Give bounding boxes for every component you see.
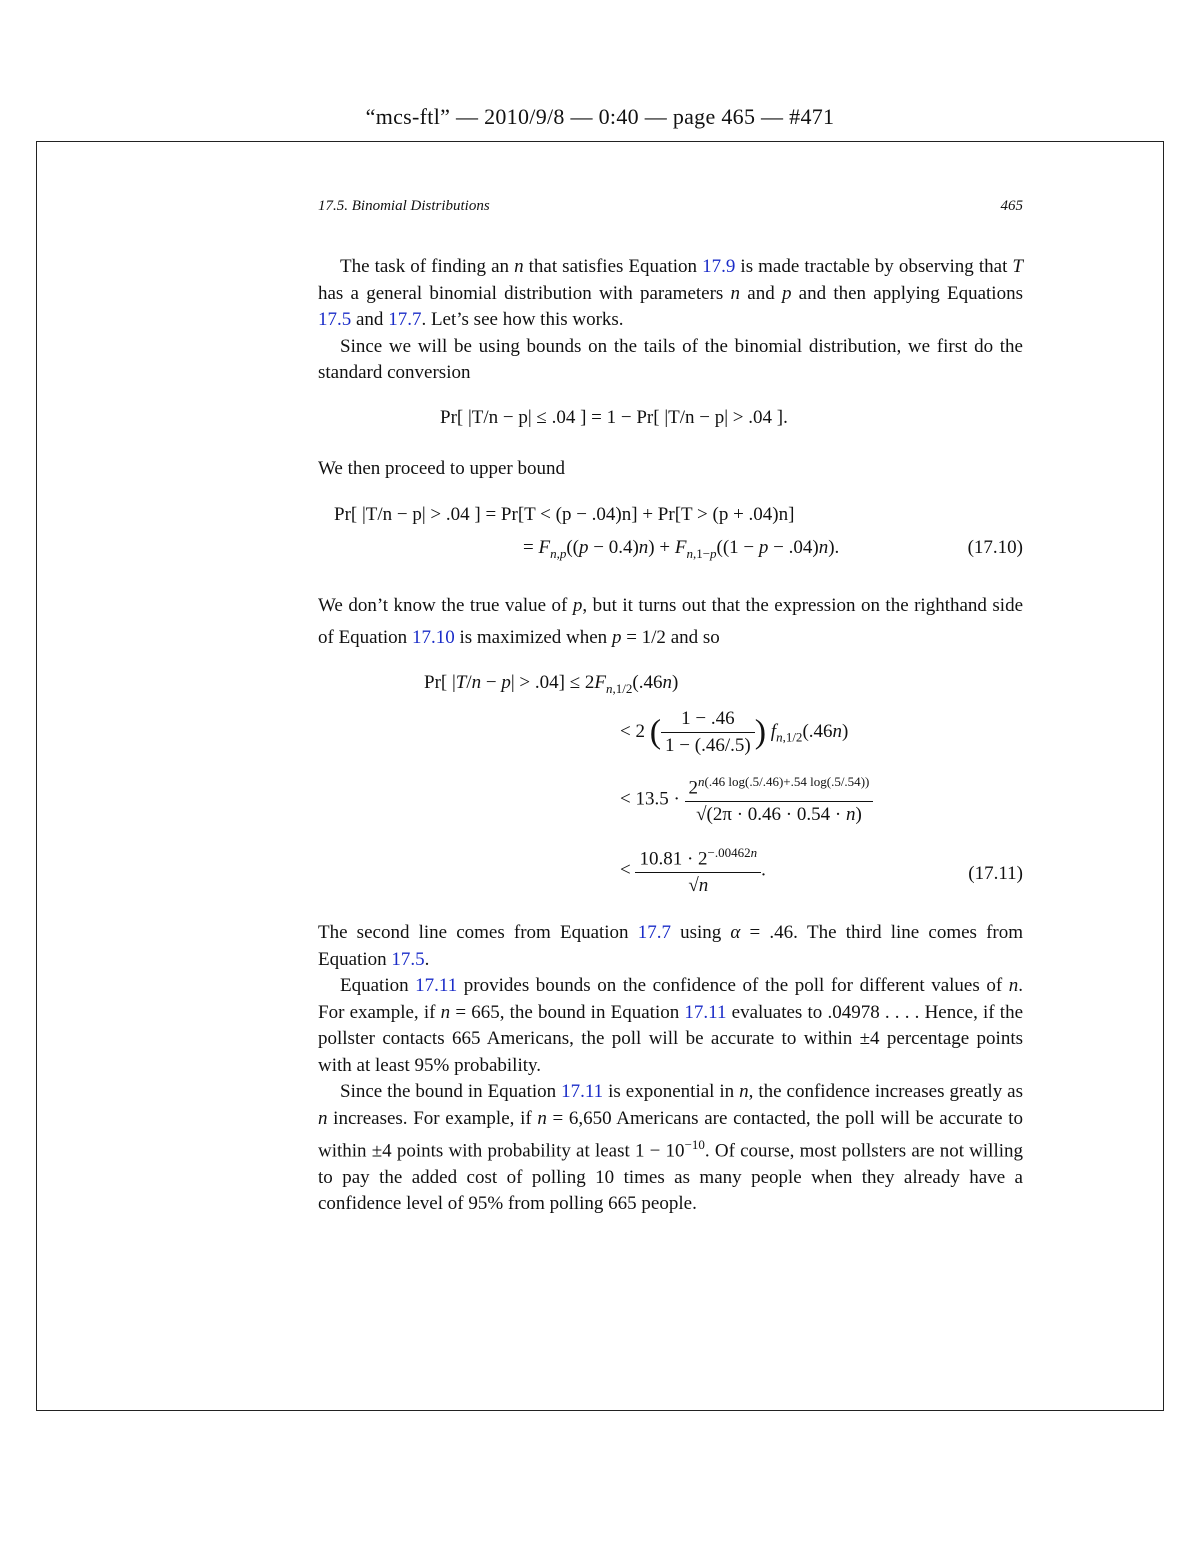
equation-link[interactable]: 17.9 [702,256,736,277]
text: has a general binomial distribution with parameters [318,282,731,304]
text: that satisfies Equation [523,256,703,277]
paragraph-7: Since the bound in Equation 17.11 is exponential in n, the confidence increases greatly as n increases. For example, if n = 6,650 Americans are contacted, the poll will be accurate to within ±4 points with probability at least $1 - 10^{-10}$. Of course, most pollsters are not willing to pay the added cost of polling 10 times as many people when they already have a confidence level of 95% from polling 665 people. [318,1081,1024,1215]
text: The second line comes from Equation [318,922,638,943]
equation-17-11-line3: < 13.5 · $\frac{2^{n(.46 log(.5/.46)+.54 log(.5/.54))}}{√(2\pi \cdot 0.46 \cdot 0.54 \cdot n)}$ [620,774,873,826]
text: Since the bound in Equation [340,1081,562,1102]
paragraph-block [318,920,1023,1218]
text: using [670,922,731,943]
equation-link[interactable]: 17.11 [684,1001,727,1023]
paragraph-3: We then proceed to upper bound [318,458,565,479]
equation-conversion: Pr[ |T/n − p| ≤ .04 ] = 1 − Pr[ |T/n − p| > .04 ]. [440,407,788,428]
section-title: 17.5. Binomial Distributions [318,198,490,214]
equation-17-11-line1: Pr[ $|T/n - p| > .04] \le 2F_{n,1/2}(.46n)$ [424,672,679,696]
text: Equation [340,975,416,996]
page-number: 465 [1000,198,1023,214]
text: and then applying Equations [791,282,1023,304]
equation-link[interactable]: 17.7 [388,309,422,330]
text: is made tractable by observing that [735,256,1013,277]
equation-link[interactable]: 17.5 [391,948,425,970]
text: . Of course, most pollsters are not willing to pay the added cost of polling 10 times as many people when they already have a confidence level of 95% from polling 665 people. [318,1140,1024,1215]
text: is maximized when [454,627,612,648]
text: . [424,948,430,970]
equation-17-10-line1: Pr[ |T/n − p| > .04 ] = Pr[T < (p − .04)n] + Pr[T > (p + .04)n] [334,504,795,525]
equation-number: (17.10) [967,537,1023,558]
equation-link[interactable]: 17.7 [637,922,671,943]
text: provides bounds on the confidence of the poll for different values of [457,975,1009,996]
paragraph-4: We don’t know the true value of p, but it turns out that the expression on the righthand side of Equation 17.10 is maximized when p = 1/2 and so [318,595,1023,648]
equation-link[interactable]: 17.10 [411,627,455,648]
text: evaluates to .04978 . . . . Hence, if the pollster contacts 665 Americans, the poll will be accurate to within ±4 percentage points with at least 95% probability. [318,1001,1024,1076]
equation-link[interactable]: 17.11 [561,1081,604,1102]
text: , but it turns out that the expression on the righthand side of Equation [318,595,1023,648]
paragraph-6: Equation 17.11 provides bounds on the confidence of the poll for different values of n. For example, if n = 665, the bound in Equation 17.11 evaluates to .04978 . . . . Hence, if the pollster contacts 665 Americans, the poll will be accurate to within ±4 percentage points with at least 95% probability. [318,975,1024,1076]
equation-17-10-line2: = $F_{n,p}((p - 0.4)n) + F_{n,1-p}((1 - p - .04)n)$. [523,537,840,561]
text: is exponential in [603,1081,740,1102]
text: . Let’s see how this works. [421,309,624,330]
paragraph-1: The task of finding an n that satisfies Equation 17.9 is made tractable by observing that T has a general binomial distribution with parameters n and p and then applying Equations 17.5 and 17.7. Let’s see how this works. Since we will be using bounds on the tails of the binomial distribution, we first do the standard conversion [318,254,1023,387]
text: and [351,309,389,330]
page-header-line: “mcs-ftl” — 2010/9/8 — 0:40 — page 465 — #471 [365,104,835,129]
equation-17-11-line2: < 2 ( $\frac{1 - .46}{1 - (.46/.5)}$ ) $f_{n,1/2}(.46n)$ [620,708,849,756]
paragraph-5: The second line comes from Equation 17.7 using α = .46. The third line comes from Equation 17.5. [318,922,1023,970]
text: We don’t know the true value of [318,595,573,616]
text: The task of finding an [340,256,515,277]
text: Americans are contacted, the poll will be accurate to within ±4 points with probability at least [318,1107,1023,1162]
running-head [318,198,1023,215]
equation-17-11-line4: < $\frac{10.81 \cdot 2^{-.00462n}}{√n}$ . [620,845,766,897]
paragraph-2: Since we will be using bounds on the tails of the binomial distribution, we first do the standard conversion [318,335,1023,383]
equation-link[interactable]: 17.5 [318,309,352,330]
text: and so [665,627,720,648]
text: , the bound in Equation [499,1001,685,1023]
equation-link[interactable]: 17.11 [415,975,458,996]
text: , the confidence increases greatly as [748,1081,1023,1102]
text: and [740,282,782,304]
equation-number: (17.11) [968,863,1023,884]
text: . The third line comes from Equation [318,922,1023,970]
text: increases. For example, if [327,1107,538,1129]
text: . For example, if [318,975,1023,1023]
